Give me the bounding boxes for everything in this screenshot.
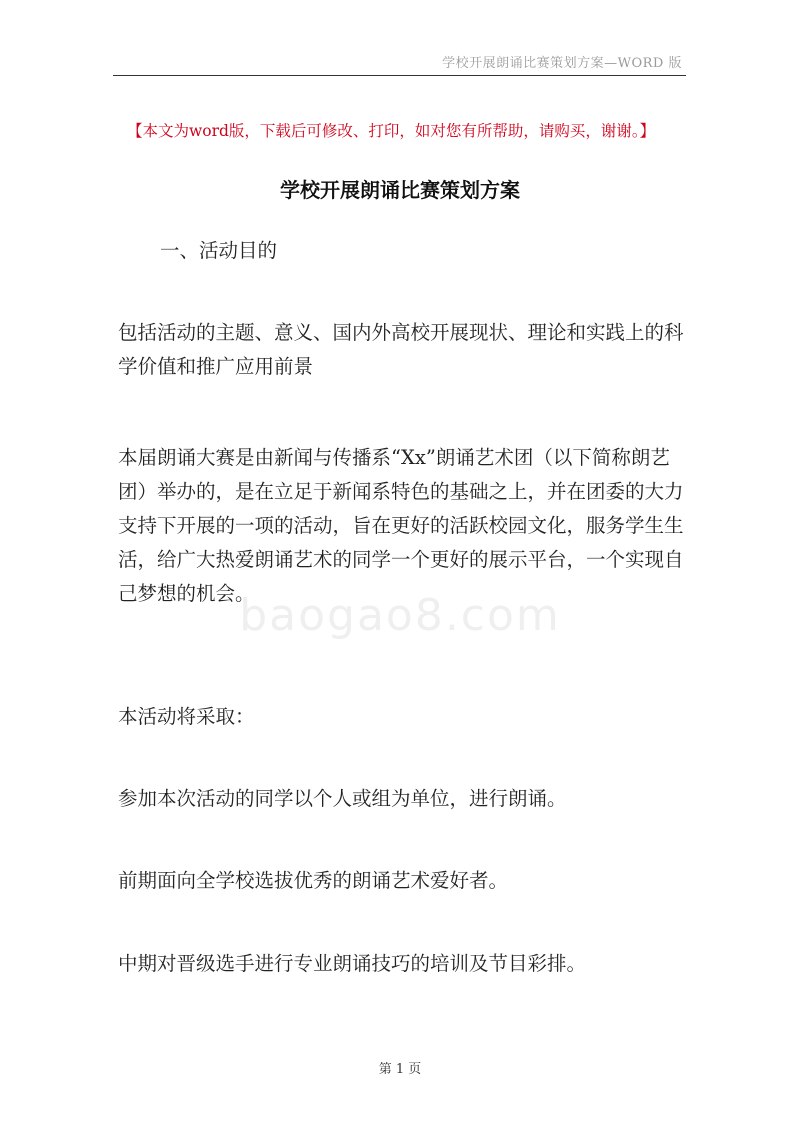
running-title: 学校开展朗诵比赛策划方案—WORD 版	[442, 56, 682, 71]
paragraph: 包括活动的主题、意义、国内外高校开展现状、理论和实践上的科学价值和推广应用前景	[118, 321, 684, 378]
paragraph: 前期面向全学校选拔优秀的朗诵艺术爱好者。	[118, 869, 509, 892]
paragraph: 参加本次活动的同学以个人或组为单位，进行朗诵。	[118, 787, 567, 810]
paragraph: 本届朗诵大赛是由新闻与传播系“Xx”朗诵艺术团（以下简称朗艺团）举办的，是在立足于新闻系特色的基础之上，并在团委的大力支持下开展的一项的活动，旨在更好的活跃校园文化，服务学生生活，给广大热爱朗诵艺术的同学一个更好的展示平台，一个实现自己梦想的机会。	[118, 446, 684, 605]
header-divider	[113, 75, 686, 76]
watermark: baogao8.com	[239, 590, 561, 641]
document-title: 学校开展朗诵比赛策划方案	[280, 178, 520, 202]
paragraph: 中期对晋级选手进行专业朗诵技巧的培训及节目彩排。	[118, 952, 587, 975]
paragraph: 本活动将采取：	[118, 705, 255, 728]
section-heading: 一、活动目的	[160, 239, 278, 262]
purchase-notice: 【本文为word版，下载后可修改、打印，如对您有所帮助，请购买，谢谢。】	[127, 122, 656, 140]
page-number: 第 1 页	[378, 1062, 422, 1077]
